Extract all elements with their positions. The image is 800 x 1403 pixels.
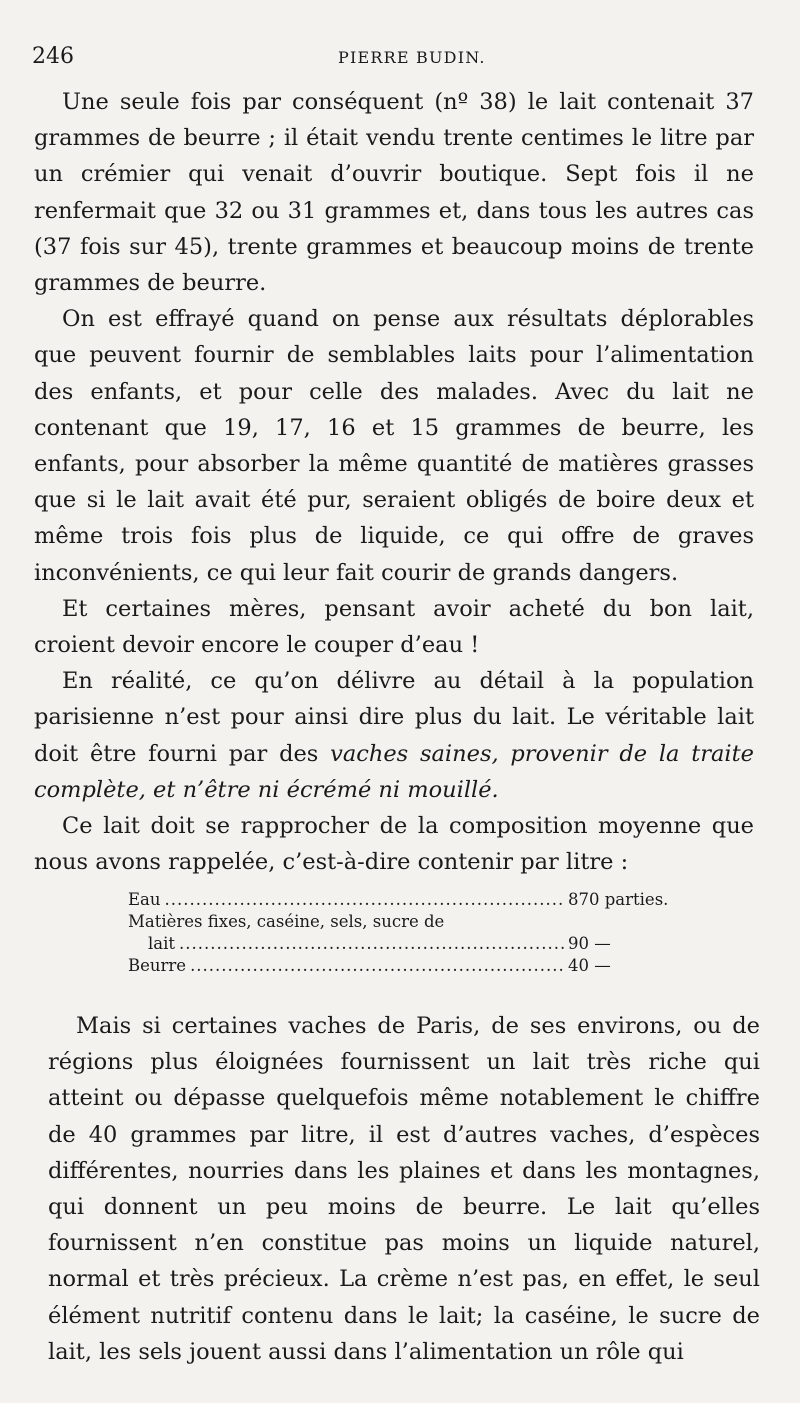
leader-dots — [179, 933, 564, 955]
running-head — [32, 44, 760, 74]
composition-value: 40 — — [568, 956, 611, 975]
composition-label: Beurre — [128, 956, 187, 975]
composition-label: Matières fixes, caséine, sels, sucre de — [128, 912, 445, 931]
running-title: PIERRE BUDIN. — [338, 48, 486, 67]
composition-row-butter — [128, 955, 688, 977]
paragraph-5: Ce lait doit se rapprocher de la composition moyenne que nous avons rappelée, c’est-à-dire contenir par litre : — [34, 813, 754, 876]
composition-label: Eau — [128, 890, 161, 909]
composition-row-water — [128, 889, 688, 911]
paragraph-4-text: En réalité, ce qu’on délivre au détail à la population parisienne n’est pour ainsi dire plus du lait. Le véritable lait doit être fourni par des — [34, 668, 754, 767]
paragraph-3: Et certaines mères, pensant avoir acheté du bon lait, croient devoir encore le couper d’eau ! — [34, 595, 754, 659]
composition-row-solids — [128, 933, 688, 955]
paragraph-4-italic: vaches saines, provenir de la traite complète, et n’être ni écrémé ni mouillé. — [34, 740, 754, 803]
page-number: 246 — [32, 44, 74, 69]
paragraph-2: On est effrayé quand on pense aux résultats déplorables que peuvent fournir de semblables laits pour l’alimentation des enfants, et pour celle des malades. Avec du lait ne contenant que 19, 17, 16 et 15 grammes de beurre, les enfants, pour absorber la même quantité de matières grasses que si le lait avait été pur, seraient obligés de boire deux et même trois fois plus de liquide, ce qui offre de graves inconvénients, ce qui leur fait courir de grands dangers. — [34, 306, 754, 586]
leader-dots — [190, 955, 564, 977]
paragraph-1: Une seule fois par conséquent (nº 38) le lait contenait 37 grammes de beurre ; il était vendu trente centimes le litre par un crémier qui venait d’ouvrir boutique. Sept fois il ne renfermait que 32 ou 31 grammes et, dans tous les autres cas (37 fois sur 45), trente grammes et beaucoup moins de trente grammes de beurre. — [34, 89, 754, 297]
composition-label: lait — [148, 934, 176, 953]
body-text-upper — [34, 84, 754, 880]
composition-value: 90 — — [568, 934, 611, 953]
composition-value: 870 parties. — [568, 890, 669, 909]
paragraph-6: Mais si certaines vaches de Paris, de ses environs, ou de régions plus éloignées fournissent un lait très riche qui atteint ou dépasse quelquefois même notablement le chiffre de 40 grammes par litre, il est d’autres vaches, d’espèces différentes, nourries dans les plaines et dans les montagnes, qui donnent un peu moins de beurre. Le lait qu’elles fournissent n’en constitue pas moins un liquide naturel, normal et très précieux. La crème n’est pas, en effet, le seul élément nutritif contenu dans le lait; la caséine, le sucre de lait, les sels jouent aussi dans l’alimentation un rôle qui — [48, 1013, 760, 1365]
paragraph-4 — [34, 663, 754, 808]
composition-table — [128, 889, 688, 977]
composition-row-solids-line1 — [128, 911, 688, 933]
body-text-lower — [48, 1008, 760, 1370]
leader-dots — [165, 889, 564, 911]
